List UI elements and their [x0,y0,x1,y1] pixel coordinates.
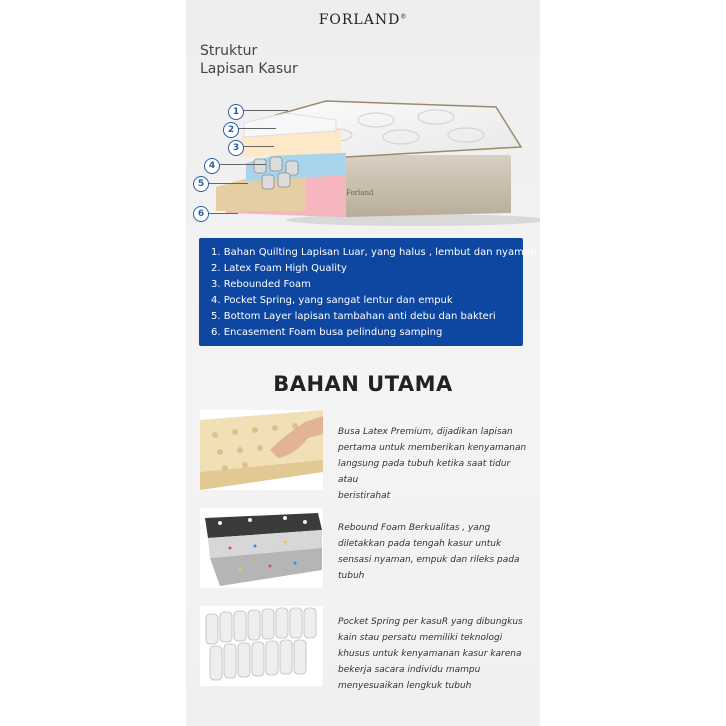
text-line: tubuh [338,571,365,581]
structure-title-line2: Lapisan Kasur [200,61,298,77]
layer-badge-4: 4 [204,158,220,174]
rebound-foam-description [338,520,528,584]
text-line: khusus untuk kenyamanan kasur karena [338,649,522,659]
text-line: bekerja sacara individu mampu [338,665,481,675]
text-line: sensasi nyaman, empuk dan rileks pada [338,555,520,565]
pocket-spring-image [200,606,323,686]
layer-list-item-5: 5. Bottom Layer lapisan tambahan anti debu dan bakteri [211,311,496,322]
pocket-spring-description [338,614,528,694]
text-line: Busa Latex Premium, dijadikan lapisan [338,427,513,437]
text-line: kain stau persatu memiliki teknologi [338,633,503,643]
structure-title-line1: Struktur [200,43,258,59]
layer-badge-5: 5 [193,176,209,192]
leader-line [240,110,288,111]
text-line: menyesuaikan lengkuk tubuh [338,681,472,691]
materials-heading: BAHAN UTAMA [273,372,453,396]
leader-line [236,128,276,129]
brand-mark: ® [400,13,408,21]
text-line: pertama untuk memberikan kenyamanan [338,443,527,453]
layer-list [199,238,537,346]
brand-name: FORLAND [318,12,401,28]
layer-list-item-4: 4. Pocket Spring, yang sangat lentur dan empuk [211,295,453,306]
layer-list-item-2: 2. Latex Foam High Quality [211,263,347,274]
text-line: langsung pada tubuh ketika saat tidur atau [338,459,511,485]
text-line: diletakkan pada tengah kasur untuk [338,539,502,549]
latex-foam-image [200,410,323,490]
layer-badge-6: 6 [193,206,209,222]
svg-text:Forland: Forland [346,189,374,197]
structure-title [200,42,298,78]
rebound-foam-image [200,508,323,588]
layer-list-item-3: 3. Rebounded Foam [211,279,311,290]
leader-line [208,213,238,214]
layer-list-item-6: 6. Encasement Foam busa pelindung samping [211,327,443,338]
brand-logo [186,12,540,28]
text-line: Rebound Foam Berkualitas , yang [338,523,491,533]
layer-list-item-1: 1. Bahan Quilting Lapisan Luar, yang halus , lembut dan nyaman [211,247,537,258]
text-line: beristirahat [338,491,391,501]
leader-line [220,164,266,165]
text-line: Pocket Spring per kasuR yang dibungkus [338,617,523,627]
product-panel [186,0,540,726]
leader-line [242,146,274,147]
latex-foam-description [338,424,528,504]
mattress-diagram [186,95,540,230]
layer-badge-3: 3 [228,140,244,156]
leader-line [208,183,248,184]
layer-badge-1: 1 [228,104,244,120]
layer-badge-2: 2 [223,122,239,138]
